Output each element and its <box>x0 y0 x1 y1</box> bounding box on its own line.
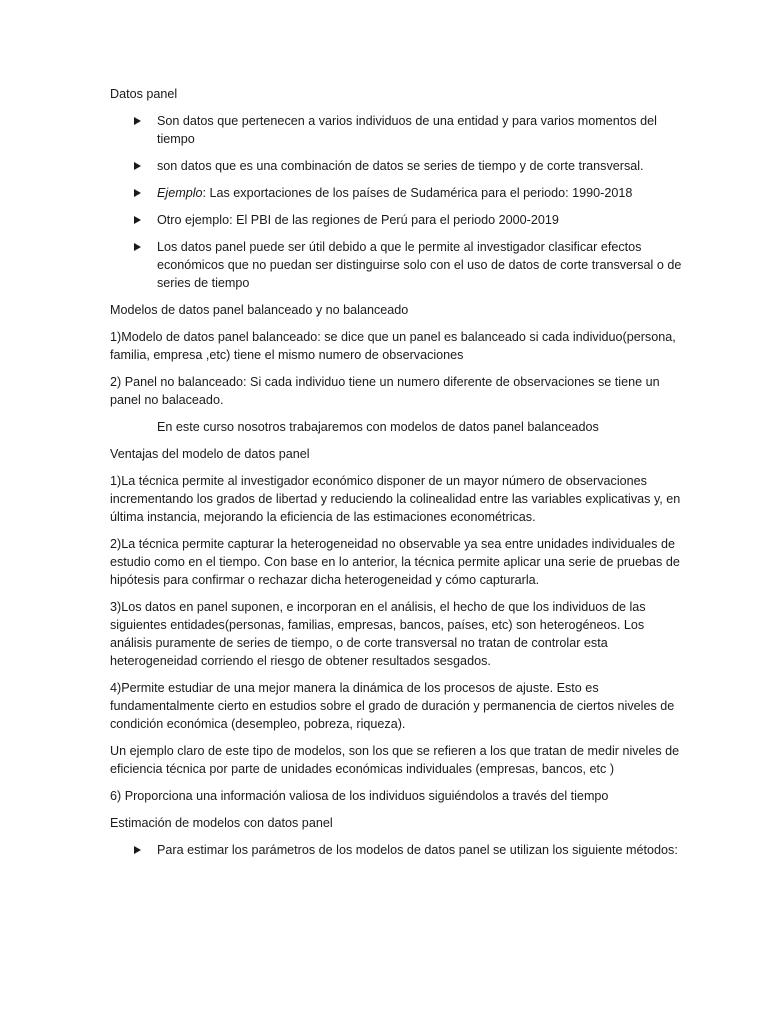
list-item <box>110 112 688 148</box>
example-text: : Las exportaciones de los países de Sudamérica para el periodo: 1990-2018 <box>202 186 633 200</box>
section-title-balanceado: Modelos de datos panel balanceado y no balanceado <box>110 303 409 317</box>
list-item <box>110 841 688 859</box>
bullet-arrow-icon <box>134 216 141 224</box>
course-note: En este curso nosotros trabajaremos con modelos de datos panel balanceados <box>157 420 599 434</box>
bullet-text: Son datos que pertenecen a varios individuos de una entidad y para varios momentos del tiempo <box>157 114 657 146</box>
paragraph-no-balanceado: 2) Panel no balanceado: Si cada individuo tiene un numero diferente de observaciones se tiene un panel no balaceado. <box>110 375 660 407</box>
list-item <box>110 238 688 292</box>
paragraph-ventaja-2: 2)La técnica permite capturar la heterogeneidad no observable ya sea entre unidades individuales de estudio como en el tiempo. Con base en lo anterior, la técnica permite aplicar una serie de pruebas de hipótesis para confirmar o rechazar dicha heterogeneidad y cómo capturarla. <box>110 537 680 587</box>
section-title-ventajas: Ventajas del modelo de datos panel <box>110 447 310 461</box>
list-item <box>110 157 688 175</box>
section-title-estimacion: Estimación de modelos con datos panel <box>110 816 333 830</box>
bullet-arrow-icon <box>134 162 141 170</box>
bullet-arrow-icon <box>134 117 141 125</box>
bullet-text: Para estimar los parámetros de los modelos de datos panel se utilizan los siguiente métodos: <box>157 843 678 857</box>
bullet-arrow-icon <box>134 189 141 197</box>
paragraph-ejemplo: Un ejemplo claro de este tipo de modelos, son los que se refieren a los que tratan de medir niveles de eficiencia técnica por parte de unidades económicas individuales (empresas, bancos, etc ) <box>110 744 680 776</box>
bullet-text: Los datos panel puede ser útil debido a que le permite al investigador clasificar efectos económicos que no puedan ser distinguirse solo con el uso de datos de corte transversal o de series de tiempo <box>157 240 682 290</box>
estimacion-bullet-list <box>110 841 688 859</box>
list-item <box>110 184 688 202</box>
datos-panel-bullet-list <box>110 112 688 292</box>
bullet-arrow-icon <box>134 243 141 251</box>
bullet-text: son datos que es una combinación de datos se series de tiempo y de corte transversal. <box>157 159 644 173</box>
example-label: Ejemplo <box>157 186 203 200</box>
paragraph-ventaja-6: 6) Proporciona una información valiosa de los individuos siguiéndolos a través del tiempo <box>110 789 609 803</box>
bullet-arrow-icon <box>134 846 141 854</box>
paragraph-ventaja-4: 4)Permite estudiar de una mejor manera la dinámica de los procesos de ajuste. Esto es fundamentalmente cierto en estudios sobre el grado de duración y permanencia de ciertos niveles de condición económica (desempleo, pobreza, riqueza). <box>110 681 675 731</box>
paragraph-balanceado: 1)Modelo de datos panel balanceado: se dice que un panel es balanceado si cada individuo(persona, familia, empresa ,etc) tiene el mismo numero de observaciones <box>110 330 676 362</box>
paragraph-ventaja-1: 1)La técnica permite al investigador económico disponer de un mayor número de observaciones incrementando los grados de libertad y reduciendo la colinealidad entre las variables explicativas y, en última instancia, mejorando la eficiencia de las estimaciones econométricas. <box>110 474 681 524</box>
bullet-text: Otro ejemplo: El PBI de las regiones de Perú para el periodo 2000-2019 <box>157 213 559 227</box>
section-title-datos-panel: Datos panel <box>110 87 178 101</box>
list-item <box>110 211 688 229</box>
paragraph-ventaja-3: 3)Los datos en panel suponen, e incorporan en el análisis, el hecho de que los individuos de las siguientes entidades(personas, familias, empresas, bancos, países, etc) son heterogéneos. Los análisis puramente de series de tiempo, o de corte transversal no tratan de controlar esta heterogeneidad corriendo el riesgo de obtener resultados sesgados. <box>110 600 646 668</box>
